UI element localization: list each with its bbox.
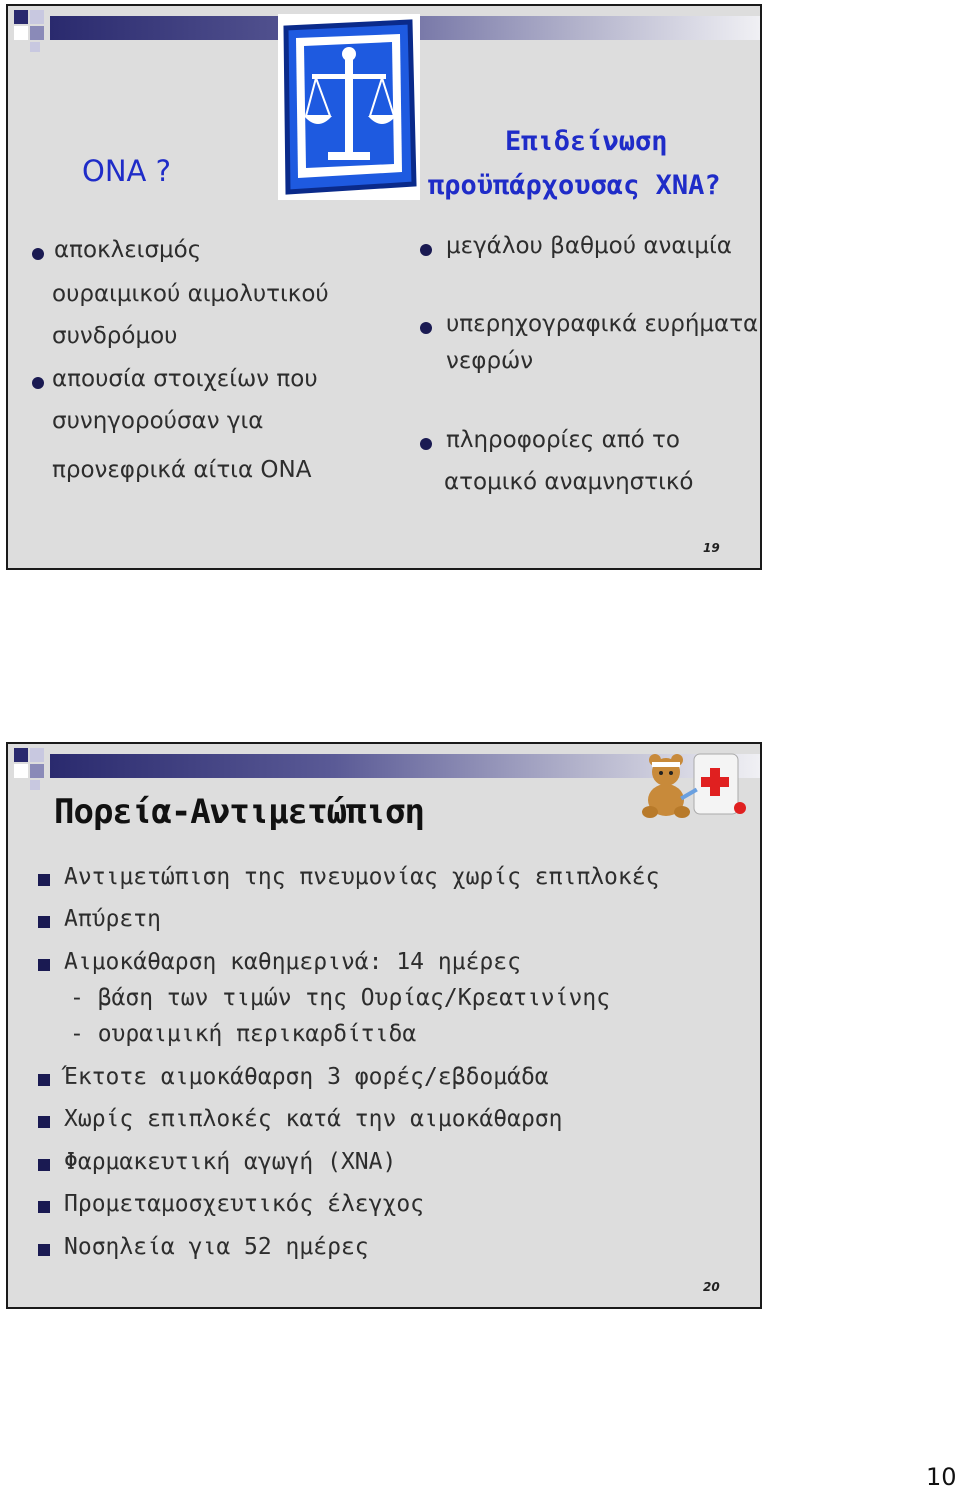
corner-squares-decoration — [8, 744, 68, 794]
list-item: Προμεταμοσχευτικός έλεγχος — [64, 1191, 425, 1217]
left-item-text: προνεφρικά αίτια ΟΝΑ — [52, 457, 312, 483]
right-item-text: νεφρών — [446, 348, 534, 374]
slide-19 — [6, 4, 762, 570]
document-page-number: 10 — [926, 1463, 957, 1491]
bullet-icon — [420, 244, 432, 256]
list-item: Απύρετη — [64, 906, 161, 932]
square-bullet-icon — [38, 959, 50, 971]
list-item: Φαρμακευτική αγωγή (ΧΝΑ) — [64, 1149, 397, 1175]
list-item: Αντιμετώπιση της πνευμονίας χωρίς επιπλοκές — [64, 864, 660, 890]
bullet-icon — [32, 248, 44, 260]
list-item: Χωρίς επιπλοκές κατά την αιμοκάθαρση — [64, 1106, 563, 1132]
bullet-icon — [420, 322, 432, 334]
square-bullet-icon — [38, 1159, 50, 1171]
corner-squares-decoration — [8, 6, 68, 56]
right-item-text: ατομικό αναμνηστικό — [444, 469, 694, 495]
right-item-text: πληροφορίες από το — [446, 427, 680, 453]
left-item-text: συνηγορούσαν για — [52, 408, 264, 434]
right-item-text: υπερηχογραφικά ευρήματα — [446, 311, 759, 337]
left-item-text: ουραιμικού αιμολυτικού — [52, 281, 329, 307]
list-item: Νοσηλεία για 52 ημέρες — [64, 1234, 369, 1260]
square-bullet-icon — [38, 1116, 50, 1128]
list-item: Αιμοκάθαρση καθημερινά: 14 ημέρες — [64, 949, 521, 975]
list-item: Έκτοτε αιμοκάθαρση 3 φορές/εβδομάδα — [64, 1064, 549, 1090]
square-bullet-icon — [38, 874, 50, 886]
left-item-text: αποκλεισμός — [54, 237, 202, 263]
slide-title-right-line1: Επιδείνωση — [505, 126, 668, 157]
slide-20 — [6, 742, 762, 1309]
square-bullet-icon — [38, 1201, 50, 1213]
slide-page-number: 20 — [703, 1280, 720, 1294]
square-bullet-icon — [38, 1074, 50, 1086]
left-item-text: συνδρόμου — [52, 323, 178, 349]
right-item-text: μεγάλου βαθμού αναιμία — [446, 233, 732, 259]
slide-title-right-line2: προϋπάρχουσας ΧΝΑ? — [428, 170, 721, 201]
scales-of-justice-icon — [278, 14, 420, 200]
slide-title-left: ΟΝΑ ? — [82, 154, 171, 188]
list-subitem: - ουραιμική περικαρδίτιδα — [70, 1021, 417, 1047]
slide-title: Πορεία-Αντιμετώπιση — [54, 792, 424, 832]
teddy-bear-first-aid-icon — [636, 748, 746, 824]
list-subitem: - βάση των τιμών της Ουρίας/Κρεατινίνης — [70, 985, 611, 1011]
bullet-icon — [32, 377, 44, 389]
square-bullet-icon — [38, 916, 50, 928]
bullet-icon — [420, 438, 432, 450]
left-item-text: απουσία στοιχείων που — [52, 366, 318, 392]
slide-page-number: 19 — [703, 541, 720, 555]
square-bullet-icon — [38, 1244, 50, 1256]
